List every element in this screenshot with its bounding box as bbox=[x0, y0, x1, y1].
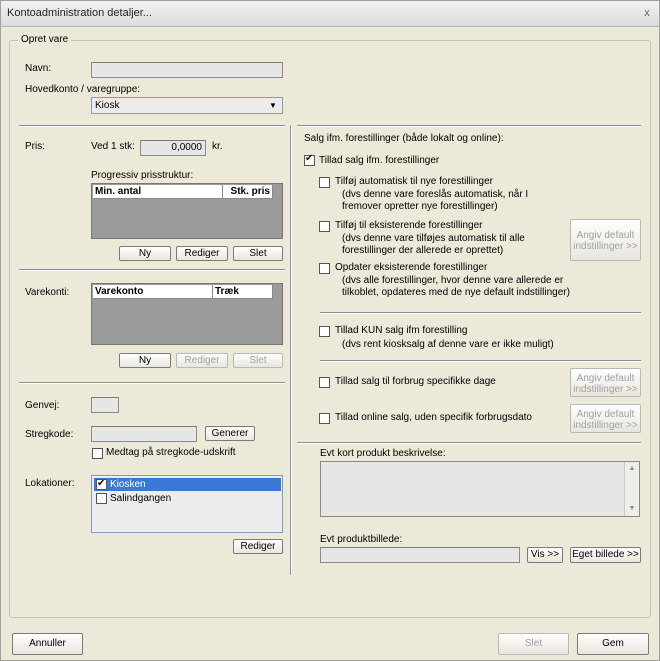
online-sale-checkbox[interactable] bbox=[319, 413, 330, 424]
default-settings-button-2[interactable]: Angiv default indstillinger >> bbox=[570, 368, 641, 397]
only-performance-desc: (dvs rent kiosksalg af denne vare er ikke muligt) bbox=[342, 339, 554, 350]
description-scrollbar[interactable] bbox=[624, 462, 639, 516]
lokationer-label: Lokationer: bbox=[25, 478, 75, 489]
scroll-up-icon[interactable]: ▲ bbox=[628, 465, 636, 472]
auto-add-label: Tilføj automatisk til nye forestillinger bbox=[335, 176, 494, 187]
location-label: Salindgangen bbox=[110, 493, 172, 504]
progressive-label: Progressiv prisstruktur: bbox=[91, 170, 194, 181]
varekonti-delete-button[interactable]: Slet bbox=[233, 353, 283, 368]
divider bbox=[19, 125, 285, 127]
add-existing-desc: forestillinger der allerede er oprettet) bbox=[342, 245, 504, 256]
list-header bbox=[93, 285, 273, 299]
stregkode-label: Stregkode: bbox=[25, 429, 74, 440]
generate-button[interactable]: Generer bbox=[205, 426, 255, 441]
add-existing-desc: (dvs denne vare tilføjes automatisk til alle bbox=[342, 233, 525, 244]
genvej-input[interactable] bbox=[91, 397, 119, 413]
lokationer-edit-button[interactable]: Rediger bbox=[233, 539, 283, 554]
update-existing-label: Opdater eksisterende forestillinger bbox=[335, 262, 488, 273]
specific-days-label: Tillad salg til forbrug specifikke dage bbox=[335, 376, 496, 387]
varekonti-edit-button[interactable]: Rediger bbox=[176, 353, 228, 368]
per-unit-label: Ved 1 stk: bbox=[91, 141, 135, 152]
price-edit-button[interactable]: Rediger bbox=[176, 246, 228, 261]
update-existing-desc: (dvs alle forestillinger, hvor denne vare allerede er bbox=[342, 275, 564, 286]
update-existing-checkbox[interactable] bbox=[319, 263, 330, 274]
auto-add-desc: (dvs denne vare foreslås automatisk, når I bbox=[342, 189, 529, 200]
column-min-antal[interactable]: Min. antal bbox=[93, 185, 223, 199]
hovedkonto-value: Kiosk bbox=[95, 100, 120, 111]
stregkode-input[interactable] bbox=[91, 426, 197, 442]
hovedkonto-select[interactable] bbox=[91, 97, 283, 114]
currency-label: kr. bbox=[212, 141, 223, 152]
online-sale-label: Tillad online salg, uden specifik forbrugsdato bbox=[335, 412, 532, 423]
include-barcode-checkbox[interactable] bbox=[92, 448, 103, 459]
genvej-label: Genvej: bbox=[25, 400, 60, 411]
default-settings-button-3[interactable]: Angiv default indstillinger >> bbox=[570, 404, 641, 433]
allow-sale-checkbox[interactable] bbox=[304, 155, 315, 166]
auto-add-desc: fremover opretter nye forestillinger) bbox=[342, 201, 498, 212]
description-input[interactable] bbox=[320, 461, 640, 517]
add-existing-checkbox[interactable] bbox=[319, 221, 330, 232]
navn-label: Navn: bbox=[25, 63, 52, 74]
divider bbox=[320, 312, 641, 314]
own-image-button[interactable]: Eget billede >> bbox=[570, 547, 641, 563]
varekonti-label: Varekonti: bbox=[25, 287, 70, 298]
add-existing-label: Tilføj til eksisterende forestillinger bbox=[335, 220, 483, 231]
location-checkbox[interactable] bbox=[96, 493, 107, 504]
window-title: Kontoadministration detaljer... bbox=[7, 7, 152, 19]
divider bbox=[19, 269, 285, 271]
hovedkonto-label: Hovedkonto / varegruppe: bbox=[25, 84, 141, 95]
include-barcode-label: Medtag på stregkode-udskrift bbox=[106, 447, 236, 458]
varekonti-new-button[interactable]: Ny bbox=[119, 353, 171, 368]
close-icon[interactable]: x bbox=[644, 7, 650, 19]
price-new-button[interactable]: Ny bbox=[119, 246, 171, 261]
auto-add-checkbox[interactable] bbox=[319, 177, 330, 188]
chevron-down-icon[interactable]: ▼ bbox=[269, 101, 277, 110]
allow-sale-label: Tillad salg ifm. forestillinger bbox=[319, 155, 440, 166]
price-input[interactable]: 0,0000 bbox=[140, 140, 206, 156]
sale-heading: Salg ifm. forestillinger (både lokalt og online): bbox=[304, 133, 504, 144]
varekonti-list[interactable] bbox=[91, 283, 283, 345]
only-performance-label: Tillad KUN salg ifm forestilling bbox=[335, 325, 468, 336]
only-performance-checkbox[interactable] bbox=[319, 326, 330, 337]
default-settings-button-1[interactable]: Angiv default indstillinger >> bbox=[570, 219, 641, 261]
description-label: Evt kort produkt beskrivelse: bbox=[320, 448, 446, 459]
column-separator bbox=[290, 125, 292, 575]
group-legend: Opret vare bbox=[18, 34, 71, 45]
column-stk-pris[interactable]: Stk. pris bbox=[223, 185, 273, 199]
navn-input[interactable] bbox=[91, 62, 283, 78]
column-varekonto[interactable]: Varekonto bbox=[93, 285, 213, 299]
update-existing-desc: tilkoblet, opdateres med de nye default indstillinger) bbox=[342, 287, 570, 298]
price-delete-button[interactable]: Slet bbox=[233, 246, 283, 261]
pris-label: Pris: bbox=[25, 141, 45, 152]
list-item[interactable] bbox=[94, 478, 281, 491]
location-checkbox[interactable] bbox=[96, 479, 107, 490]
divider bbox=[297, 125, 641, 127]
divider bbox=[320, 360, 641, 362]
list-header bbox=[93, 185, 273, 199]
location-label: Kiosken bbox=[110, 479, 146, 490]
title-bar bbox=[1, 1, 659, 27]
progressive-price-list[interactable] bbox=[91, 183, 283, 239]
image-label: Evt produktbillede: bbox=[320, 534, 403, 545]
image-path-input[interactable] bbox=[320, 547, 520, 563]
scroll-down-icon[interactable]: ▼ bbox=[628, 505, 636, 512]
delete-button[interactable]: Slet bbox=[498, 633, 569, 655]
cancel-button[interactable]: Annuller bbox=[12, 633, 83, 655]
divider bbox=[297, 442, 641, 444]
list-item[interactable] bbox=[94, 492, 281, 505]
lokationer-list[interactable] bbox=[91, 475, 283, 533]
specific-days-checkbox[interactable] bbox=[319, 377, 330, 388]
view-image-button[interactable]: Vis >> bbox=[527, 547, 563, 563]
column-traek[interactable]: Træk bbox=[213, 285, 273, 299]
divider bbox=[19, 382, 285, 384]
save-button[interactable]: Gem bbox=[577, 633, 649, 655]
